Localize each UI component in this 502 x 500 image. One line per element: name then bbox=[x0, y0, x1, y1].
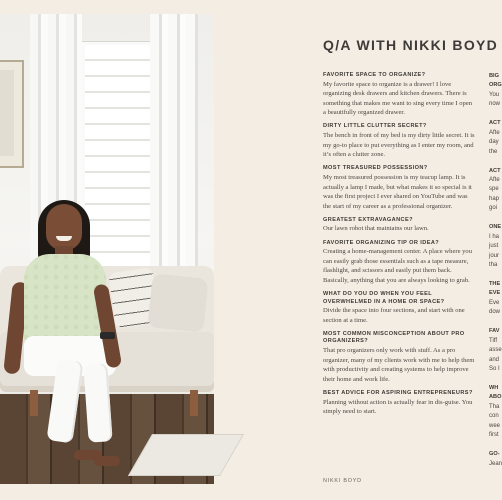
answer: Divide the space into four sections, and start with one section at a time. bbox=[323, 307, 465, 324]
column-fragment: BIG bbox=[489, 73, 499, 79]
sofa-leg bbox=[30, 390, 38, 416]
column-fragment: FAV bbox=[489, 328, 500, 335]
wall-art-frame bbox=[0, 60, 24, 168]
question: BEST ADVICE FOR ASPIRING ENTREPRENEURS? bbox=[323, 389, 473, 396]
column-fragment: goi bbox=[489, 205, 498, 212]
column-fragment bbox=[489, 214, 500, 223]
column-fragment: I ha bbox=[489, 233, 500, 240]
column-fragment: ONE bbox=[489, 224, 502, 231]
column-fragment: now bbox=[489, 101, 501, 108]
column-fragment: Afte bbox=[489, 176, 500, 183]
answer: My most treasured possession is my teacup lamp. It is actually a lamp I made, but what makes it so special is it was the first project I ever shared on YouTube and was the start of my career as a professional organizer. bbox=[323, 173, 472, 210]
column-fragment: Jean bbox=[489, 460, 502, 467]
page-footer: NIKKI BOYD bbox=[323, 478, 362, 484]
column-fragment: dow bbox=[489, 309, 501, 316]
column-fragment bbox=[489, 375, 500, 384]
wristwatch bbox=[100, 332, 115, 339]
column-fragment: ORG bbox=[489, 82, 502, 89]
person-blouse bbox=[24, 254, 106, 346]
person-smile bbox=[56, 236, 72, 241]
question: WHAT DO YOU DO WHEN YOU FEEL OVERWHELMED IN A HOME OR SPACE? bbox=[323, 290, 445, 305]
question: MOST TREASURED POSSESSION? bbox=[323, 165, 428, 172]
column-fragment: and bbox=[489, 356, 500, 363]
column-fragment: Tiff bbox=[489, 337, 498, 344]
pillow bbox=[147, 273, 208, 333]
column-fragment: Afte bbox=[489, 129, 500, 136]
column-fragment: tha bbox=[489, 262, 498, 269]
column-fragment: first bbox=[489, 432, 499, 439]
column-fragment: You bbox=[489, 91, 500, 98]
column-fragment bbox=[489, 441, 500, 450]
question: DIRTY LITTLE CLUTTER SECRET? bbox=[323, 123, 427, 130]
column-fragment: asse bbox=[489, 347, 502, 354]
column-fragment: con bbox=[489, 413, 499, 420]
column-fragment bbox=[489, 271, 500, 280]
answer: My favorite space to organize is a drawer! I love organizing desk drawers and kitchen drawers. There is something that makes me want to sing every time I open a beautifully organized drawer. bbox=[323, 80, 473, 117]
question: FAVORITE ORGANIZING TIP OR IDEA? bbox=[323, 239, 440, 246]
question: FAVORITE SPACE TO ORGANIZE? bbox=[323, 72, 426, 78]
column-fragment: ABO bbox=[489, 394, 502, 401]
column-fragment: WH bbox=[489, 384, 499, 391]
sofa-leg bbox=[190, 390, 198, 416]
column-fragment: just bbox=[489, 243, 499, 250]
window bbox=[82, 42, 158, 278]
page-title: Q/A WITH NIKKI BOYD bbox=[323, 37, 499, 53]
column-fragment: jour bbox=[489, 252, 500, 259]
answer: Our lawn robot that maintains our lawn. bbox=[323, 225, 429, 233]
answer: The bench in front of my bed is my dirty little secret. It is my go-to place to put everything as I enter my room, and it’s often a clutter zone. bbox=[323, 132, 475, 159]
answer: Creating a home-management center. A place where you can easily grab those essentials such as a tape measure, flashlight, and scissors and easily put them back. Basically, anything that you are always looking to grab. bbox=[323, 248, 473, 284]
column-fragment: spe bbox=[489, 186, 499, 193]
person-foot-right bbox=[94, 456, 120, 466]
answer: That pro organizers only work with stuff. As a pro organizer, many of my clients work with me to help them with productivity and creating systems to help improve their home and work life. bbox=[323, 347, 475, 383]
person-face bbox=[46, 204, 82, 250]
column-fragment: THE bbox=[489, 280, 501, 287]
column-fragment bbox=[489, 157, 500, 166]
column-fragment bbox=[489, 110, 500, 119]
curtain-right bbox=[150, 14, 198, 294]
column-fragment: the bbox=[489, 148, 498, 155]
column-fragment: hap bbox=[489, 195, 500, 202]
column-fragment bbox=[489, 318, 500, 327]
answer: Planning without action is actually fear in dis-guise. You simply need to start. bbox=[323, 398, 473, 416]
qa-column bbox=[323, 72, 475, 422]
column-fragment: Tha bbox=[489, 403, 500, 410]
next-column-fragments bbox=[489, 72, 500, 469]
question: GREATEST EXTRAVAGANCE? bbox=[323, 216, 413, 223]
question: MOST COMMON MISCONCEPTION ABOUT PRO ORGANIZERS? bbox=[323, 330, 465, 345]
column-fragment: day bbox=[489, 139, 499, 146]
column-fragment: ACT bbox=[489, 120, 501, 127]
column-fragment: EVE bbox=[489, 290, 501, 297]
column-fragment: Eve bbox=[489, 299, 500, 306]
column-fragment: wee bbox=[489, 422, 501, 429]
column-fragment: ACT bbox=[489, 167, 501, 174]
column-fragment: So I bbox=[489, 366, 500, 373]
column-fragment: GO- bbox=[489, 451, 500, 458]
portrait-photo bbox=[0, 14, 214, 484]
